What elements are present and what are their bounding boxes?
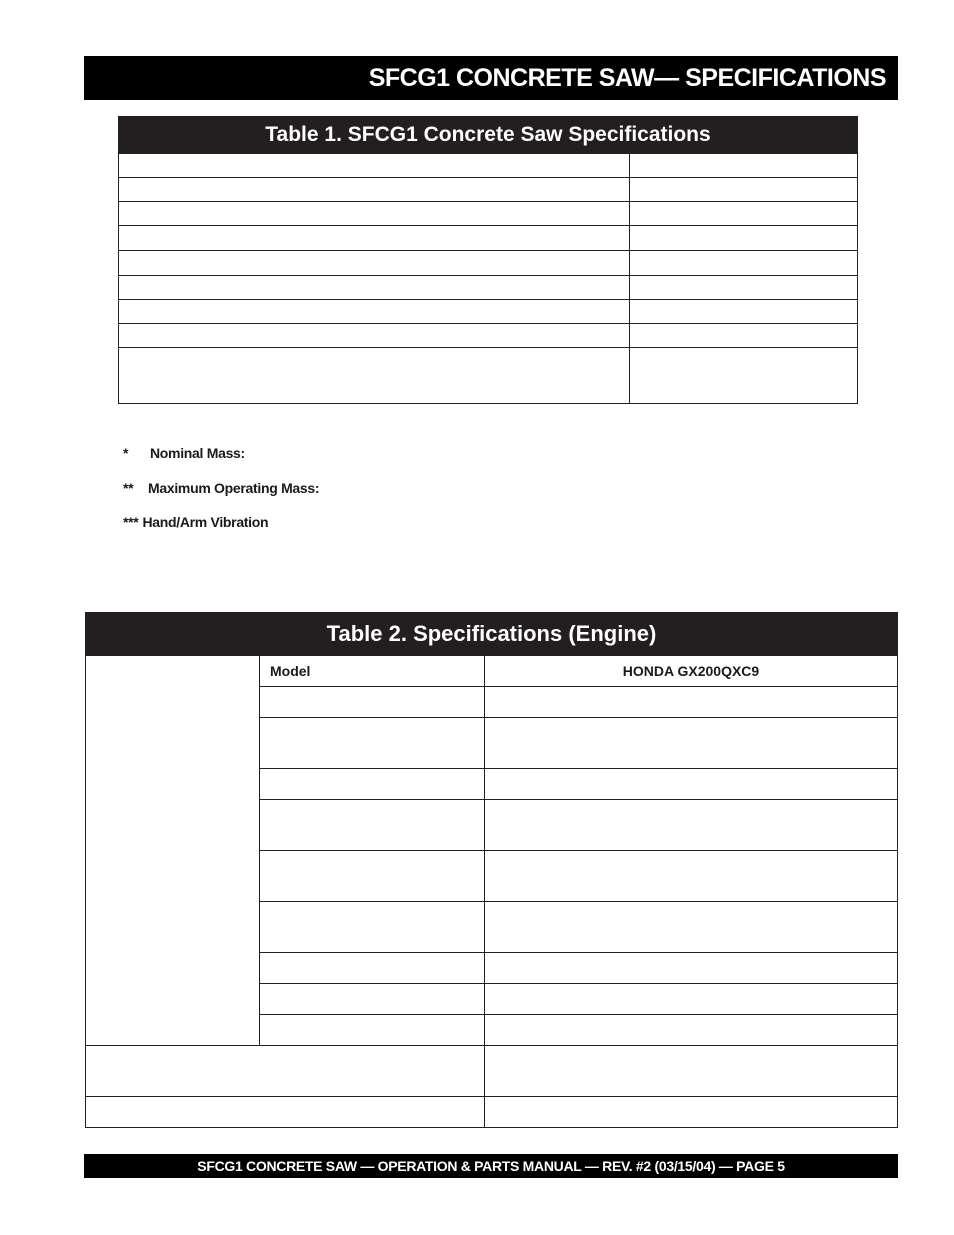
table-cell-label: [260, 718, 485, 769]
table-cell-value: [485, 1097, 898, 1128]
table-cell-label: [119, 300, 630, 324]
footnote-hand-arm-vibration: [123, 514, 268, 530]
engine-specifications-table: [85, 612, 898, 1128]
table-cell-label: [260, 851, 485, 902]
table-cell-label: [119, 202, 630, 226]
table-cell-label: [260, 953, 485, 984]
table-cell-value: [630, 276, 858, 300]
table-cell-value: [630, 154, 858, 178]
table-cell-label: [119, 324, 630, 348]
footnote-nominal-mass: [123, 445, 245, 461]
table-cell-label: [260, 769, 485, 800]
footnote-mark: **: [123, 480, 134, 496]
footnote-label: Hand/Arm Vibration: [142, 514, 269, 530]
table-cell-value: [485, 718, 898, 769]
table-cell-value: [485, 1015, 898, 1046]
table-row: [119, 226, 858, 251]
model-label: Model: [260, 656, 485, 687]
table-cell-value: [630, 226, 858, 251]
table-row: [119, 251, 858, 276]
table-row: [119, 300, 858, 324]
table-cell-label: [260, 1015, 485, 1046]
table-row: [86, 1046, 898, 1097]
table-cell-label: [260, 902, 485, 953]
table-cell-value: [485, 800, 898, 851]
table-cell-value: [485, 769, 898, 800]
table-row: [119, 276, 858, 300]
table-cell-value: [630, 348, 858, 404]
table-row: [119, 324, 858, 348]
table-cell-label: [119, 348, 630, 404]
specifications-table: [118, 116, 858, 404]
table-cell-label: [260, 984, 485, 1015]
table-cell-label: [119, 251, 630, 276]
footnote-max-operating-mass: [123, 480, 319, 496]
footnote-label: Maximum Operating Mass:: [148, 480, 320, 496]
table-cell-label: [260, 800, 485, 851]
table-cell-value: [485, 984, 898, 1015]
table-cell-label: [119, 276, 630, 300]
table-row: [119, 154, 858, 178]
table-cell-value: [630, 251, 858, 276]
table-cell-value: [630, 324, 858, 348]
table-cell-label: [260, 687, 485, 718]
table-cell-value: [630, 202, 858, 226]
engine-table-caption: Table 2. Specifications (Engine): [85, 612, 898, 655]
model-value: HONDA GX200QXC9: [485, 656, 898, 687]
footnote-mark: ***: [123, 514, 139, 530]
table-cell-value: [485, 953, 898, 984]
table-cell-label: [119, 154, 630, 178]
table-cell-value: [630, 178, 858, 202]
table-cell-value: [485, 687, 898, 718]
table-cell-value: [485, 851, 898, 902]
table-row: [86, 1097, 898, 1128]
table-row: [119, 178, 858, 202]
page-footer: [84, 1154, 898, 1178]
table-cell-value: [485, 1046, 898, 1097]
footnote-mark: *: [123, 445, 129, 461]
table-row: [119, 348, 858, 404]
table-cell-value: [630, 300, 858, 324]
table-cell-label: [119, 226, 630, 251]
table-cell-label: [86, 1046, 485, 1097]
table-cell-label: [119, 178, 630, 202]
table-cell-value: [485, 902, 898, 953]
page-title-banner: [84, 56, 898, 100]
engine-group-cell: [86, 656, 260, 1046]
table-cell-label: [86, 1097, 485, 1128]
footer-text: SFCG1 CONCRETE SAW — OPERATION & PARTS MANUAL — REV. #2 (03/15/04) — PAGE 5: [197, 1158, 785, 1174]
table-row: [86, 656, 898, 687]
specifications-table-caption: Table 1. SFCG1 Concrete Saw Specifications: [118, 116, 858, 153]
footnote-label: Nominal Mass:: [150, 445, 245, 461]
table-row: [119, 202, 858, 226]
page-title: SFCG1 CONCRETE SAW— SPECIFICATIONS: [368, 63, 886, 92]
